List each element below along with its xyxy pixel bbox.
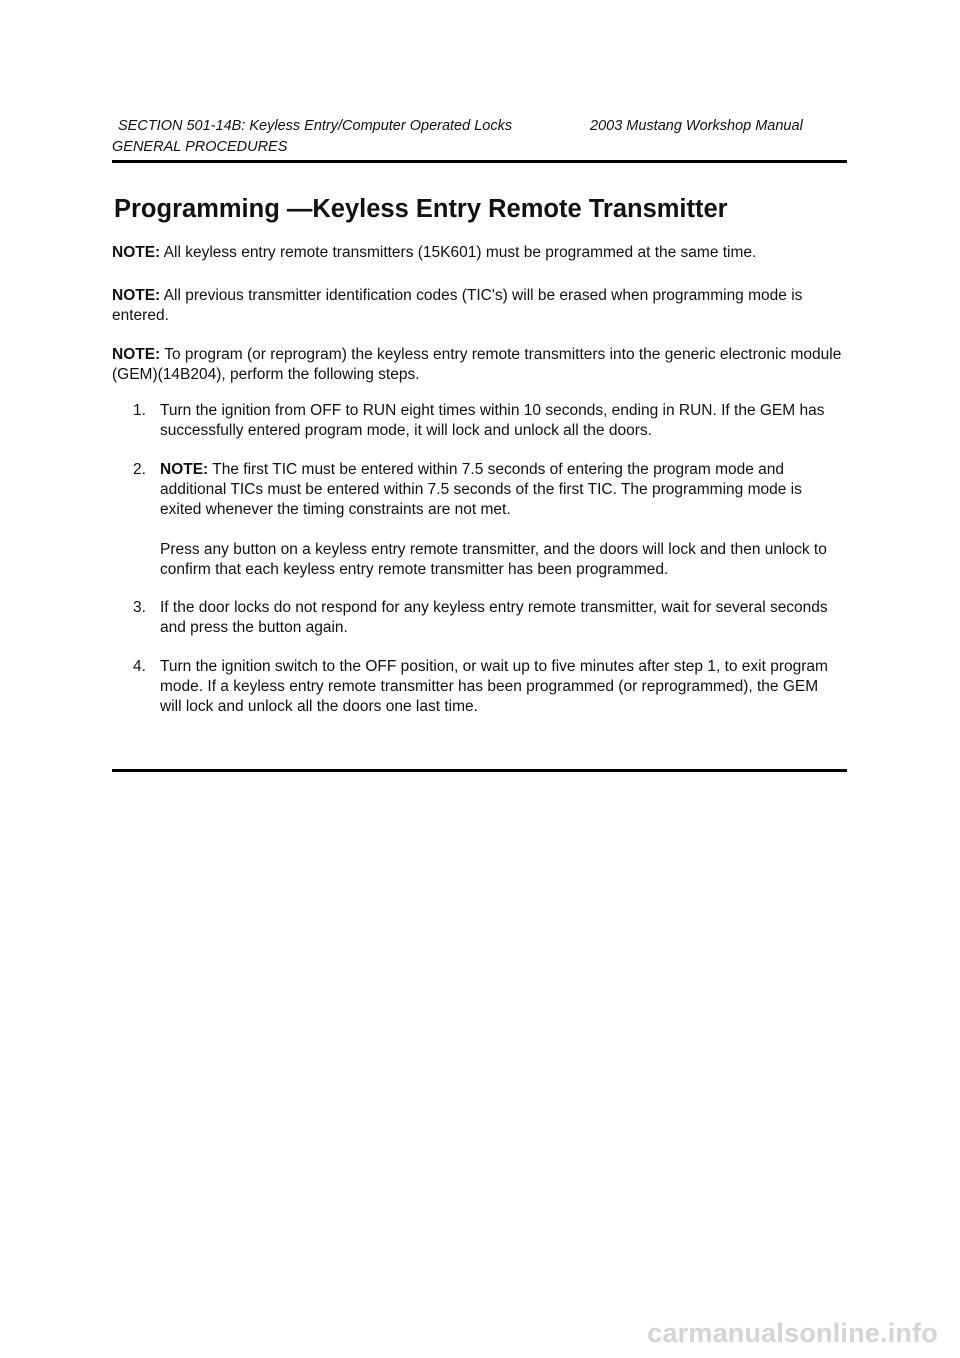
note-paragraph xyxy=(112,286,842,326)
page-header xyxy=(112,116,848,155)
note-label: NOTE: xyxy=(112,287,161,304)
step-body xyxy=(160,401,840,441)
step-number: 3. xyxy=(133,599,146,616)
section-title: SECTION 501-14B: Keyless Entry/Computer Operated Locks xyxy=(118,118,513,134)
step-number: 4. xyxy=(133,658,146,675)
step-text: If the door locks do not respond for any keyless entry remote transmitter, wait for several seconds and press the button again. xyxy=(160,599,828,636)
step-number: 2. xyxy=(133,461,146,478)
step-text: Turn the ignition from OFF to RUN eight times within 10 seconds, ending in RUN. If the GEM has successfully entered program mode, it will lock and unlock all the doors. xyxy=(160,402,825,439)
note-paragraph xyxy=(112,243,842,263)
note-label: NOTE: xyxy=(112,244,161,261)
page-title: Programming —Keyless Entry Remote Transmitter xyxy=(114,195,728,223)
note-text: The first TIC must be entered within 7.5 seconds of entering the program mode and additional TICs must be entered within 7.5 seconds of the first TIC. The programming mode is exited whenever the timing constraints are not met. xyxy=(160,461,802,518)
step-number: 1. xyxy=(133,402,146,419)
step-note xyxy=(160,460,840,520)
note-text: All keyless entry remote transmitters (15K601) must be programmed at the same time. xyxy=(160,244,757,261)
note-text: All previous transmitter identification codes (TIC's) will be erased when programming mode is entered. xyxy=(112,287,803,324)
footer-divider xyxy=(112,769,847,772)
step-body xyxy=(160,657,840,717)
manual-title: 2003 Mustang Workshop Manual xyxy=(590,118,803,134)
note-paragraph xyxy=(112,345,842,385)
step-text: Press any button on a keyless entry remote transmitter, and the doors will lock and then unlock to confirm that each keyless entry remote transmitter has been programmed. xyxy=(160,541,827,578)
watermark: carmanualsonline.info xyxy=(647,1318,938,1348)
step-text: Turn the ignition switch to the OFF position, or wait up to five minutes after step 1, to exit program mode. If a keyless entry remote transmitter has been programmed (or reprogrammed), the GEM will lock and unlock all the doors one last time. xyxy=(160,658,828,715)
step-body xyxy=(160,460,840,580)
note-label: NOTE: xyxy=(112,346,161,363)
note-label: NOTE: xyxy=(160,461,209,478)
note-text: To program (or reprogram) the keyless entry remote transmitters into the generic electronic module (GEM)(14B204), perform the following steps. xyxy=(112,346,842,383)
step-body xyxy=(160,598,840,638)
header-divider xyxy=(112,160,847,163)
subsection-title: GENERAL PROCEDURES xyxy=(112,139,288,155)
